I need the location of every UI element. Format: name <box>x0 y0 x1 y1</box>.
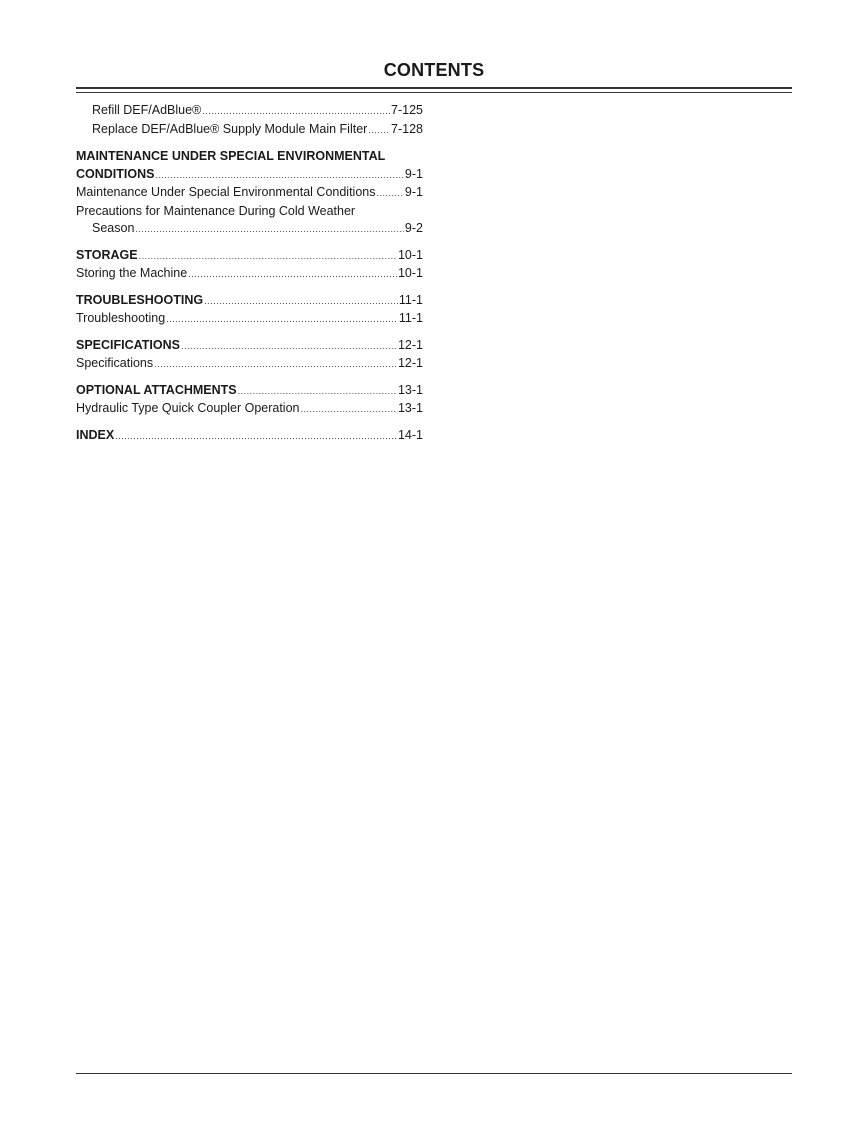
toc-heading-maintenance[interactable] <box>76 166 423 185</box>
toc-group-maintenance <box>76 148 423 239</box>
toc-entry-specifications[interactable] <box>76 355 423 374</box>
toc-leader-dots <box>238 383 397 401</box>
toc-entry-page: 12-1 <box>397 337 423 352</box>
toc-leader-dots <box>202 103 390 121</box>
toc-entry-maintenance-special[interactable] <box>76 184 423 203</box>
toc-entry-label: OPTIONAL ATTACHMENTS <box>76 382 237 397</box>
footer-rule <box>76 1073 792 1074</box>
toc-entry-page: 9-1 <box>404 166 423 181</box>
toc-entry-storing-machine[interactable] <box>76 265 423 284</box>
toc-entry-label: Troubleshooting <box>76 311 166 325</box>
toc-leader-dots <box>188 266 397 284</box>
toc-heading-optional-attachments[interactable] <box>76 382 423 401</box>
toc-leader-dots <box>301 401 397 419</box>
toc-heading-storage[interactable] <box>76 247 423 266</box>
toc-entry-label: INDEX <box>76 427 115 442</box>
toc-entry-precautions-line1[interactable]: Precautions for Maintenance During Cold Weather <box>76 203 356 218</box>
toc-leader-dots <box>115 428 397 446</box>
toc-entry-precautions[interactable] <box>76 220 423 239</box>
toc-entry-label: Specifications <box>76 356 154 370</box>
toc-entry-page: 14-1 <box>397 427 423 442</box>
header-rule-thin <box>76 92 792 93</box>
toc-entry-troubleshooting[interactable] <box>76 310 423 329</box>
toc-entry-page: 7-128 <box>391 121 423 136</box>
toc-group-storage <box>76 247 423 284</box>
toc-entry-page: 11-1 <box>398 311 423 325</box>
toc-entry-page: 13-1 <box>397 382 423 397</box>
toc-leader-dots <box>376 185 403 203</box>
toc-entry-page: 11-1 <box>398 292 423 307</box>
toc-group-optional-attachments <box>76 382 423 419</box>
toc-entry-label: Refill DEF/AdBlue® <box>92 103 202 117</box>
toc-leader-dots <box>154 356 397 374</box>
toc-group-def <box>76 102 423 139</box>
table-of-contents <box>76 102 423 445</box>
toc-leader-dots <box>135 221 404 239</box>
header-rule-thick <box>76 87 792 89</box>
toc-entry-refill-def[interactable] <box>76 102 423 121</box>
toc-heading-maintenance-line1[interactable]: MAINTENANCE UNDER SPECIAL ENVIRONMENTAL <box>76 149 386 163</box>
toc-entry-label: STORAGE <box>76 247 138 262</box>
toc-entry-label: Maintenance Under Special Environmental Conditions <box>76 185 376 199</box>
toc-leader-dots <box>204 293 398 311</box>
toc-entry-label: TROUBLESHOOTING <box>76 292 204 307</box>
toc-entry-page: 7-125 <box>391 103 423 117</box>
toc-entry-page: 9-2 <box>404 221 423 235</box>
toc-heading-specifications[interactable] <box>76 337 423 356</box>
toc-entry-quick-coupler[interactable] <box>76 400 423 419</box>
toc-entry-label: Replace DEF/AdBlue® Supply Module Main Filter <box>92 121 368 136</box>
toc-leader-dots <box>166 311 398 329</box>
toc-entry-page: 10-1 <box>397 247 423 262</box>
toc-group-specifications <box>76 337 423 374</box>
toc-leader-dots <box>155 167 403 185</box>
toc-heading-index[interactable] <box>76 427 423 446</box>
toc-leader-dots <box>368 122 390 140</box>
toc-entry-label: Hydraulic Type Quick Coupler Operation <box>76 401 300 415</box>
toc-entry-page: 12-1 <box>397 356 423 370</box>
toc-entry-label: Storing the Machine <box>76 266 188 280</box>
toc-group-index <box>76 427 423 446</box>
toc-entry-page: 10-1 <box>397 266 423 280</box>
toc-entry-page: 9-1 <box>404 185 423 199</box>
toc-leader-dots <box>139 248 397 266</box>
toc-entry-label: SPECIFICATIONS <box>76 337 180 352</box>
page-title: CONTENTS <box>383 60 485 80</box>
toc-entry-label: CONDITIONS <box>76 166 155 181</box>
toc-leader-dots <box>181 338 397 356</box>
toc-group-troubleshooting <box>76 292 423 329</box>
toc-entry-replace-filter[interactable] <box>76 121 423 140</box>
toc-heading-troubleshooting[interactable] <box>76 292 423 311</box>
toc-entry-label: Season <box>92 221 135 235</box>
toc-entry-page: 13-1 <box>397 401 423 415</box>
